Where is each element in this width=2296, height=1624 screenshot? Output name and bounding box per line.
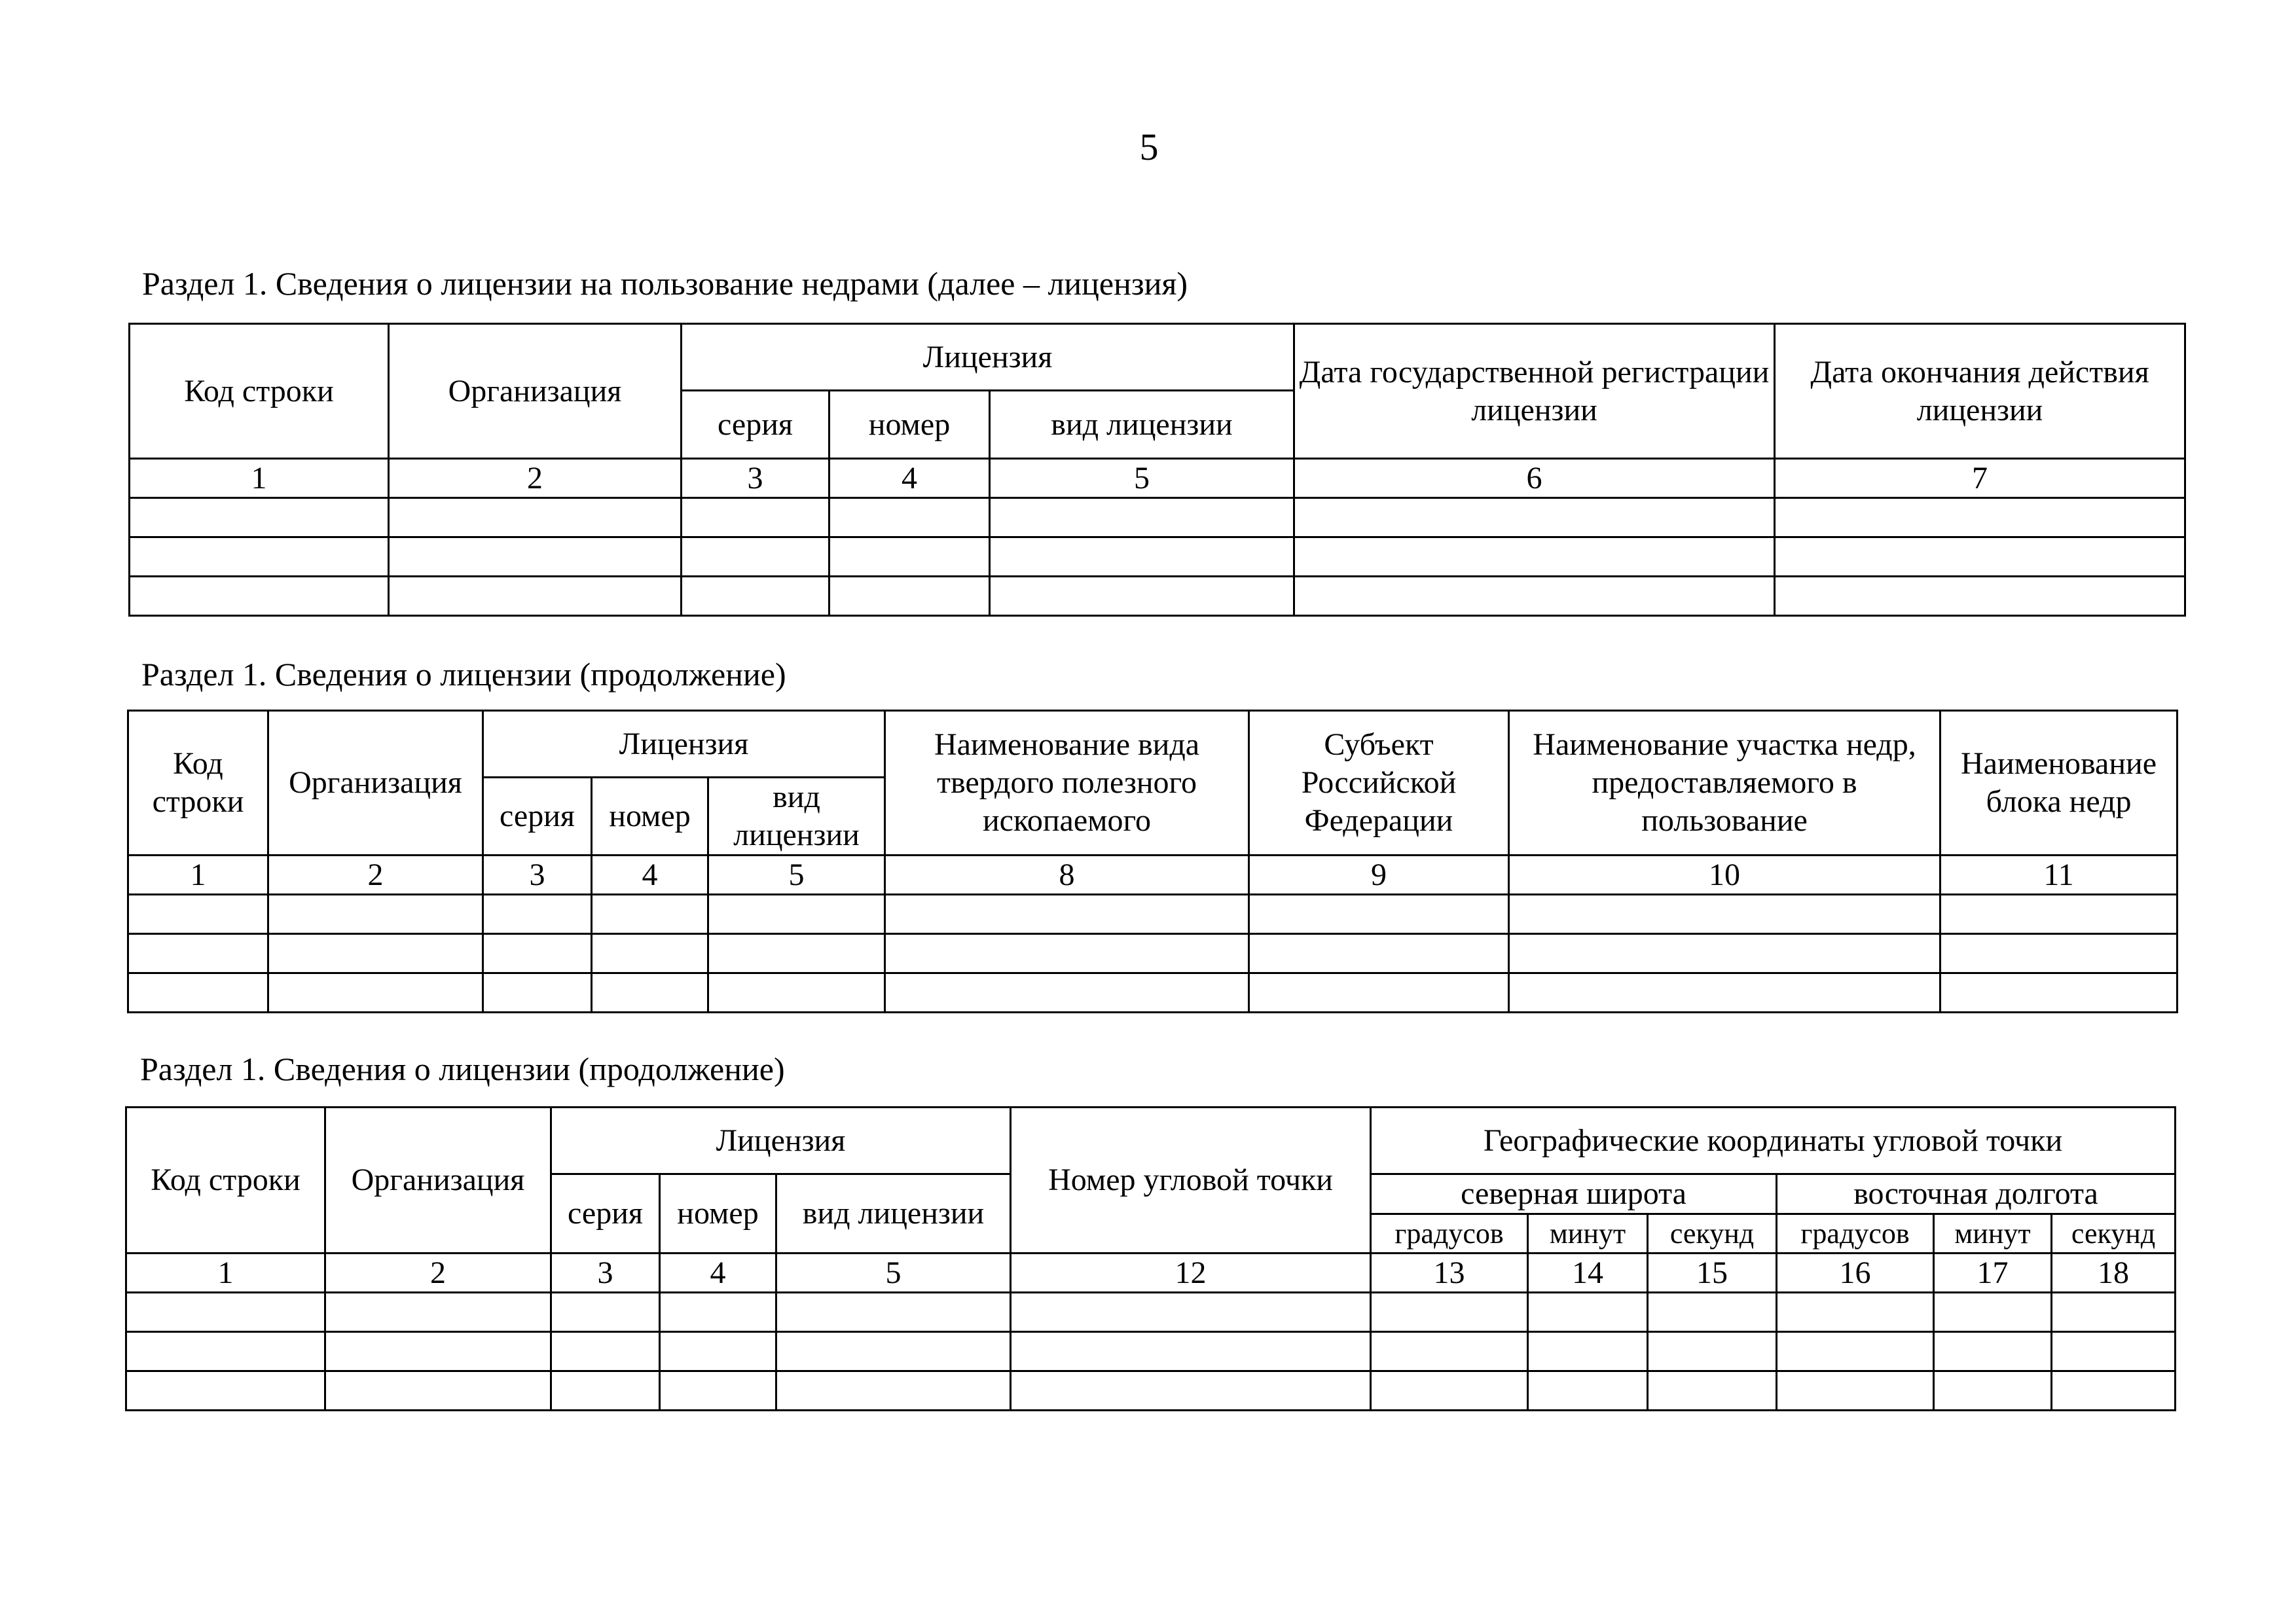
empty-cell[interactable]: [990, 577, 1294, 616]
empty-cell[interactable]: [128, 973, 268, 1013]
empty-cell[interactable]: [268, 895, 483, 934]
header-mineral-type: Наименование вида твердого полезного ископаемого: [885, 711, 1249, 856]
column-number: 13: [1371, 1254, 1528, 1293]
column-number: 7: [1775, 459, 2185, 498]
header-number: номер: [660, 1174, 776, 1254]
empty-cell[interactable]: [551, 1293, 660, 1332]
column-number: 14: [1528, 1254, 1648, 1293]
header-subsoil-site: Наименование участка недр, предоставляемого в пользование: [1509, 711, 1941, 856]
header-row-code: Код строки: [130, 324, 389, 459]
empty-cell[interactable]: [829, 577, 990, 616]
header-longitude-degrees: градусов: [1777, 1214, 1934, 1254]
empty-cell[interactable]: [682, 498, 829, 537]
empty-cell[interactable]: [325, 1371, 551, 1411]
empty-cell[interactable]: [660, 1371, 776, 1411]
empty-cell[interactable]: [389, 498, 682, 537]
empty-cell[interactable]: [1941, 895, 2178, 934]
header-series: серия: [483, 778, 592, 856]
empty-cell[interactable]: [1941, 973, 2178, 1013]
license-info-table: [128, 323, 2186, 617]
license-coordinates-table: [125, 1106, 2176, 1411]
column-number: 4: [592, 856, 708, 895]
empty-cell[interactable]: [126, 1293, 325, 1332]
empty-cell[interactable]: [885, 895, 1249, 934]
empty-cell[interactable]: [128, 934, 268, 973]
empty-cell[interactable]: [1371, 1293, 1528, 1332]
empty-cell[interactable]: [551, 1371, 660, 1411]
empty-cell[interactable]: [2052, 1293, 2176, 1332]
empty-cell[interactable]: [1777, 1293, 1934, 1332]
empty-cell[interactable]: [776, 1293, 1011, 1332]
empty-cell[interactable]: [389, 577, 682, 616]
empty-cell[interactable]: [660, 1332, 776, 1371]
empty-cell[interactable]: [1371, 1371, 1528, 1411]
column-number: 4: [829, 459, 990, 498]
column-number: 4: [660, 1254, 776, 1293]
table-row: [128, 895, 2178, 934]
header-federal-subject: Субъект Российской Федерации: [1249, 711, 1509, 856]
header-east-longitude: восточная долгота: [1777, 1174, 2176, 1214]
table-row: [128, 934, 2178, 973]
empty-cell[interactable]: [1249, 973, 1509, 1013]
table-row: [126, 1293, 2176, 1332]
empty-cell[interactable]: [829, 537, 990, 577]
column-number: 3: [483, 856, 592, 895]
column-number: 3: [551, 1254, 660, 1293]
empty-cell[interactable]: [1941, 934, 2178, 973]
column-number: 12: [1011, 1254, 1371, 1293]
empty-cell[interactable]: [325, 1332, 551, 1371]
column-number: 5: [708, 856, 885, 895]
header-subsoil-block: Наименование блока недр: [1941, 711, 2178, 856]
header-expiry-date: Дата окончания действия лицензии: [1775, 324, 2185, 459]
header-row-code: Код строки: [128, 711, 268, 856]
empty-cell[interactable]: [1648, 1371, 1777, 1411]
header-license: Лицензия: [682, 324, 1294, 391]
empty-cell[interactable]: [130, 577, 389, 616]
header-organization: Организация: [325, 1108, 551, 1254]
empty-cell[interactable]: [126, 1371, 325, 1411]
empty-cell[interactable]: [708, 934, 885, 973]
empty-cell[interactable]: [592, 934, 708, 973]
column-number: 15: [1648, 1254, 1777, 1293]
empty-cell[interactable]: [1777, 1332, 1934, 1371]
section-2-heading: Раздел 1. Сведения о лицензии (продолжение): [141, 656, 786, 693]
empty-cell[interactable]: [990, 537, 1294, 577]
header-latitude-degrees: градусов: [1371, 1214, 1528, 1254]
empty-cell[interactable]: [1648, 1332, 1777, 1371]
empty-cell[interactable]: [1371, 1332, 1528, 1371]
header-number: номер: [829, 391, 990, 459]
header-series: серия: [682, 391, 829, 459]
empty-cell[interactable]: [268, 973, 483, 1013]
section-1-heading: Раздел 1. Сведения о лицензии на пользование недрами (далее – лицензия): [142, 265, 1188, 302]
empty-cell[interactable]: [1509, 934, 1941, 973]
empty-cell[interactable]: [130, 498, 389, 537]
column-number: 2: [325, 1254, 551, 1293]
empty-cell[interactable]: [389, 537, 682, 577]
header-organization: Организация: [389, 324, 682, 459]
empty-cell[interactable]: [682, 577, 829, 616]
empty-cell[interactable]: [1011, 1293, 1371, 1332]
empty-cell[interactable]: [660, 1293, 776, 1332]
header-license-type: вид лицензии: [776, 1174, 1011, 1254]
empty-cell[interactable]: [776, 1332, 1011, 1371]
header-row-code: Код строки: [126, 1108, 325, 1254]
empty-cell[interactable]: [1249, 934, 1509, 973]
license-mineral-table: [127, 710, 2178, 1013]
header-license: Лицензия: [551, 1108, 1011, 1174]
column-number: 3: [682, 459, 829, 498]
empty-cell[interactable]: [1648, 1293, 1777, 1332]
header-longitude-seconds: секунд: [2052, 1214, 2176, 1254]
table-row: [126, 1371, 2176, 1411]
header-longitude-minutes: минут: [1934, 1214, 2052, 1254]
empty-cell[interactable]: [1775, 537, 2185, 577]
empty-cell[interactable]: [1294, 537, 1775, 577]
empty-cell[interactable]: [1775, 577, 2185, 616]
empty-cell[interactable]: [130, 537, 389, 577]
empty-cell[interactable]: [551, 1332, 660, 1371]
column-number: 1: [128, 856, 268, 895]
empty-cell[interactable]: [1509, 973, 1941, 1013]
empty-cell[interactable]: [1775, 498, 2185, 537]
header-organization: Организация: [268, 711, 483, 856]
column-number: 16: [1777, 1254, 1934, 1293]
empty-cell[interactable]: [483, 934, 592, 973]
header-license: Лицензия: [483, 711, 885, 778]
empty-cell[interactable]: [990, 498, 1294, 537]
empty-cell[interactable]: [1934, 1293, 2052, 1332]
header-north-latitude: северная широта: [1371, 1174, 1777, 1214]
empty-cell[interactable]: [1528, 1293, 1648, 1332]
column-number: 2: [389, 459, 682, 498]
column-number: 2: [268, 856, 483, 895]
empty-cell[interactable]: [1294, 577, 1775, 616]
empty-cell[interactable]: [1011, 1332, 1371, 1371]
header-registration-date: Дата государственной регистрации лицензии: [1294, 324, 1775, 459]
empty-cell[interactable]: [829, 498, 990, 537]
header-latitude-seconds: секунд: [1648, 1214, 1777, 1254]
table-row: [130, 537, 2185, 577]
empty-cell[interactable]: [483, 973, 592, 1013]
empty-cell[interactable]: [592, 973, 708, 1013]
table-row: [130, 577, 2185, 616]
table-row: [130, 498, 2185, 537]
empty-cell[interactable]: [325, 1293, 551, 1332]
column-number: 1: [130, 459, 389, 498]
column-number: 17: [1934, 1254, 2052, 1293]
empty-cell[interactable]: [128, 895, 268, 934]
empty-cell[interactable]: [1509, 895, 1941, 934]
column-number: 1: [126, 1254, 325, 1293]
empty-cell[interactable]: [1777, 1371, 1934, 1411]
empty-cell[interactable]: [776, 1371, 1011, 1411]
empty-cell[interactable]: [592, 895, 708, 934]
column-number: 8: [885, 856, 1249, 895]
header-number: номер: [592, 778, 708, 856]
empty-cell[interactable]: [1934, 1371, 2052, 1411]
empty-cell[interactable]: [1249, 895, 1509, 934]
empty-cell[interactable]: [126, 1332, 325, 1371]
header-geo-coordinates: Географические координаты угловой точки: [1371, 1108, 2176, 1174]
table-row: [126, 1332, 2176, 1371]
table-row: [128, 973, 2178, 1013]
column-number: 18: [2052, 1254, 2176, 1293]
column-number: 5: [776, 1254, 1011, 1293]
empty-cell[interactable]: [1528, 1332, 1648, 1371]
header-corner-point-number: Номер угловой точки: [1011, 1108, 1371, 1254]
empty-cell[interactable]: [708, 973, 885, 1013]
column-number: 5: [990, 459, 1294, 498]
header-license-type: вид лицензии: [708, 778, 885, 856]
empty-cell[interactable]: [708, 895, 885, 934]
empty-cell[interactable]: [682, 537, 829, 577]
header-series: серия: [551, 1174, 660, 1254]
empty-cell[interactable]: [1011, 1371, 1371, 1411]
empty-cell[interactable]: [1528, 1371, 1648, 1411]
section-3-heading: Раздел 1. Сведения о лицензии (продолжение): [140, 1051, 785, 1087]
empty-cell[interactable]: [885, 934, 1249, 973]
column-number: 10: [1509, 856, 1941, 895]
empty-cell[interactable]: [268, 934, 483, 973]
page-number: 5: [1139, 126, 1159, 168]
empty-cell[interactable]: [1294, 498, 1775, 537]
column-number: 9: [1249, 856, 1509, 895]
empty-cell[interactable]: [885, 973, 1249, 1013]
empty-cell[interactable]: [1934, 1332, 2052, 1371]
header-latitude-minutes: минут: [1528, 1214, 1648, 1254]
header-license-type: вид лицензии: [990, 391, 1294, 459]
empty-cell[interactable]: [2052, 1332, 2176, 1371]
empty-cell[interactable]: [483, 895, 592, 934]
column-number: 6: [1294, 459, 1775, 498]
empty-cell[interactable]: [2052, 1371, 2176, 1411]
column-number: 11: [1941, 856, 2178, 895]
